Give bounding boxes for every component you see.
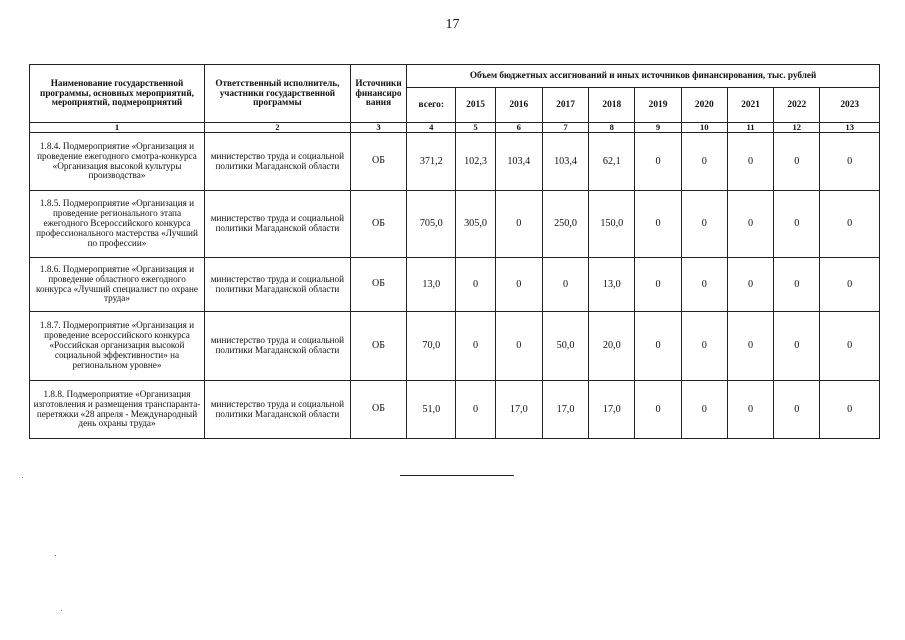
year-value: 0 xyxy=(681,258,727,312)
scan-speck xyxy=(22,477,23,478)
year-value: 0 xyxy=(727,191,773,258)
year-value: 0 xyxy=(820,258,880,312)
funding-source: ОБ xyxy=(350,191,406,258)
column-number: 8 xyxy=(589,123,635,133)
year-value: 0 xyxy=(456,312,495,381)
year-value: 0 xyxy=(456,258,495,312)
year-value: 50,0 xyxy=(542,312,588,381)
responsible-executor: министерство труда и социальной политики Магаданской области xyxy=(205,133,351,191)
header-funding-group: Объем бюджетных ассигнований и иных источников финансирования, тыс. рублей xyxy=(407,65,880,88)
year-value: 0 xyxy=(456,381,495,439)
subactivity-name: 1.8.6. Подмероприятие «Организация и проведение областного ежегодного конкурса «Лучший специалист по охране труда» xyxy=(30,258,205,312)
header-year: 2015 xyxy=(456,88,495,123)
header-row-group xyxy=(30,65,880,88)
table-row xyxy=(30,312,880,381)
header-responsible: Ответственный исполнитель, участники государственной программы xyxy=(205,65,351,123)
responsible-executor: министерство труда и социальной политики Магаданской области xyxy=(205,191,351,258)
column-number: 11 xyxy=(727,123,773,133)
year-value: 17,0 xyxy=(542,381,588,439)
header-year: 2016 xyxy=(495,88,542,123)
year-value: 0 xyxy=(820,381,880,439)
column-number: 4 xyxy=(407,123,456,133)
responsible-executor: министерство труда и социальной политики Магаданской области xyxy=(205,312,351,381)
year-value: 0 xyxy=(774,258,820,312)
column-number: 10 xyxy=(681,123,727,133)
year-value: 0 xyxy=(635,258,681,312)
subactivity-name: 1.8.4. Подмероприятие «Организация и проведение ежегодного смотра-конкурса «Организация высокой культуры производства» xyxy=(30,133,205,191)
year-value: 0 xyxy=(774,191,820,258)
column-number-row xyxy=(30,123,880,133)
funding-source: ОБ xyxy=(350,133,406,191)
year-value: 62,1 xyxy=(589,133,635,191)
header-year: 2019 xyxy=(635,88,681,123)
year-value: 0 xyxy=(495,312,542,381)
year-value: 103,4 xyxy=(495,133,542,191)
year-value: 20,0 xyxy=(589,312,635,381)
column-number: 1 xyxy=(30,123,205,133)
header-year: 2018 xyxy=(589,88,635,123)
funding-source: ОБ xyxy=(350,258,406,312)
year-value: 13,0 xyxy=(589,258,635,312)
funding-source: ОБ xyxy=(350,312,406,381)
header-year: 2023 xyxy=(820,88,880,123)
year-value: 0 xyxy=(820,191,880,258)
header-year: 2020 xyxy=(681,88,727,123)
table-row xyxy=(30,381,880,439)
header-year: 2021 xyxy=(727,88,773,123)
table-row xyxy=(30,191,880,258)
column-number: 2 xyxy=(205,123,351,133)
year-value: 0 xyxy=(542,258,588,312)
total-value: 371,2 xyxy=(407,133,456,191)
year-value: 0 xyxy=(774,381,820,439)
year-value: 0 xyxy=(681,312,727,381)
header-name: Наименование государственной программы, основных мероприятий, мероприятий, подмероприятий xyxy=(30,65,205,123)
year-value: 0 xyxy=(681,191,727,258)
column-number: 5 xyxy=(456,123,495,133)
year-value: 0 xyxy=(774,133,820,191)
header-source: Источники финансиро вания xyxy=(350,65,406,123)
year-value: 0 xyxy=(820,312,880,381)
subactivity-name: 1.8.8. Подмероприятие «Организация изготовления и размещения транспаранта-перетяжки «28 апреля - Международный день охраны труда» xyxy=(30,381,205,439)
scan-speck xyxy=(55,555,56,556)
year-value: 0 xyxy=(774,312,820,381)
year-value: 17,0 xyxy=(589,381,635,439)
year-value: 0 xyxy=(727,312,773,381)
year-value: 17,0 xyxy=(495,381,542,439)
year-value: 0 xyxy=(635,312,681,381)
funding-source: ОБ xyxy=(350,381,406,439)
year-value: 102,3 xyxy=(456,133,495,191)
year-value: 103,4 xyxy=(542,133,588,191)
header-year: 2022 xyxy=(774,88,820,123)
year-value: 0 xyxy=(495,191,542,258)
year-value: 305,0 xyxy=(456,191,495,258)
end-divider-line xyxy=(400,475,514,476)
year-value: 0 xyxy=(635,133,681,191)
year-value: 0 xyxy=(681,381,727,439)
year-value: 0 xyxy=(635,381,681,439)
year-value: 0 xyxy=(635,191,681,258)
subactivity-name: 1.8.7. Подмероприятие «Организация и проведение всероссийского конкурса «Российская организация высокой социальной эффективности» на региональном уровне» xyxy=(30,312,205,381)
responsible-executor: министерство труда и социальной политики Магаданской области xyxy=(205,258,351,312)
total-value: 70,0 xyxy=(407,312,456,381)
column-number: 13 xyxy=(820,123,880,133)
header-total: всего: xyxy=(407,88,456,123)
subactivity-name: 1.8.5. Подмероприятие «Организация и проведение регионального этапа ежегодного Всероссийского конкурса профессионального мастерства «Лучший по профессии» xyxy=(30,191,205,258)
year-value: 0 xyxy=(820,133,880,191)
header-year: 2017 xyxy=(542,88,588,123)
year-value: 0 xyxy=(727,133,773,191)
year-value: 0 xyxy=(495,258,542,312)
column-number: 7 xyxy=(542,123,588,133)
year-value: 250,0 xyxy=(542,191,588,258)
scan-speck xyxy=(61,610,62,611)
year-value: 0 xyxy=(727,258,773,312)
column-number: 6 xyxy=(495,123,542,133)
total-value: 13,0 xyxy=(407,258,456,312)
column-number: 3 xyxy=(350,123,406,133)
total-value: 51,0 xyxy=(407,381,456,439)
funding-table xyxy=(29,64,880,439)
responsible-executor: министерство труда и социальной политики Магаданской области xyxy=(205,381,351,439)
table-row xyxy=(30,133,880,191)
year-value: 150,0 xyxy=(589,191,635,258)
year-value: 0 xyxy=(681,133,727,191)
column-number: 9 xyxy=(635,123,681,133)
total-value: 705,0 xyxy=(407,191,456,258)
page-number: 17 xyxy=(445,17,460,32)
column-number: 12 xyxy=(774,123,820,133)
year-value: 0 xyxy=(727,381,773,439)
table-row xyxy=(30,258,880,312)
